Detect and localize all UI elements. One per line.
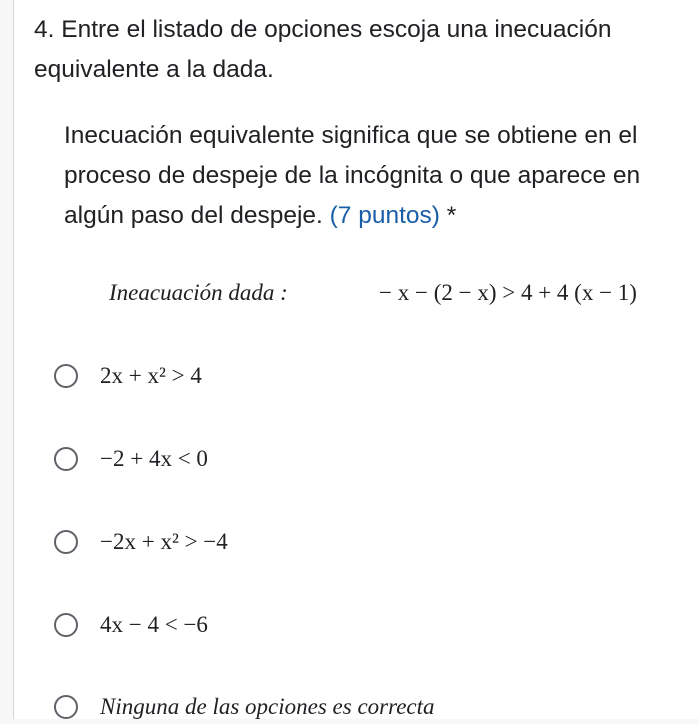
required-asterisk: * (446, 202, 457, 229)
option-b[interactable] (54, 442, 694, 476)
given-label: Ineacuación dada : (109, 280, 288, 305)
description-text: Inecuación equivalente significa que se obtiene en el proceso de despeje de la incógnita o que aparece en algún paso del despeje. (64, 122, 641, 229)
given-inequality (109, 280, 699, 306)
option-d[interactable] (54, 608, 694, 642)
option-label: −2x + x² > −4 (100, 529, 228, 554)
radio-button-icon[interactable] (54, 695, 78, 719)
given-expression: − x − (2 − x) > 4 + 4 (x − 1) (379, 280, 637, 305)
points-label: (7 puntos) (329, 202, 440, 229)
option-label: 4x − 4 < −6 (100, 612, 208, 637)
radio-button-icon[interactable] (54, 613, 78, 637)
option-label: −2 + 4x < 0 (100, 446, 208, 471)
question-card (13, 0, 699, 719)
option-c[interactable] (54, 525, 694, 559)
option-label: Ninguna de las opciones es correcta (100, 694, 435, 719)
radio-button-icon[interactable] (54, 447, 78, 471)
option-label: 2x + x² > 4 (100, 363, 202, 388)
option-a[interactable] (54, 359, 694, 393)
question-description (64, 116, 694, 236)
radio-button-icon[interactable] (54, 364, 78, 388)
radio-button-icon[interactable] (54, 530, 78, 554)
question-title: 4. Entre el listado de opciones escoja una inecuación equivalente a la dada. (34, 16, 612, 83)
